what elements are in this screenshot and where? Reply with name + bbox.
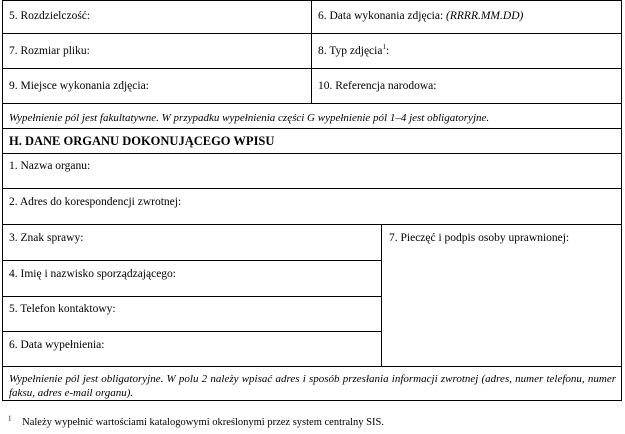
field-photo-type-label: 8. Typ zdjęcia <box>318 45 383 57</box>
section-h-heading: H. DANE ORGANU DOKONUJĄCEGO WPISU <box>9 134 275 148</box>
section-g-note: Wypełnienie pól jest fakultatywne. W przypadku wypełnienia części G wypełnienie pól 1–4 jest obligatoryjne. <box>9 112 490 124</box>
field-file-size: 7. Rozmiar pliku: <box>9 45 90 57</box>
border-right <box>621 0 622 400</box>
rule <box>2 331 382 332</box>
field-fill-date: 6. Data wypełnienia: <box>9 339 105 351</box>
field-authority-name: 1. Nazwa organu: <box>9 160 91 172</box>
column-divider <box>381 224 382 367</box>
rule <box>2 366 622 367</box>
rule <box>2 260 382 261</box>
field-photo-place: 9. Miejsce wykonania zdjęcia: <box>9 80 149 92</box>
rule <box>2 224 622 225</box>
footnote-mark: 1 <box>8 414 12 423</box>
rule <box>2 153 622 154</box>
field-national-reference: 10. Referencja narodowa: <box>318 80 437 92</box>
field-photo-type-colon: : <box>385 45 390 57</box>
rule <box>2 400 622 401</box>
rule <box>2 188 622 189</box>
rule <box>2 68 622 69</box>
footnote-text: Należy wypełnić wartościami katalogowymi określonymi przez system centralny SIS. <box>22 417 384 428</box>
field-contact-phone: 5. Telefon kontaktowy: <box>9 303 116 315</box>
rule <box>2 33 622 34</box>
border-left <box>2 0 3 400</box>
rule <box>2 128 622 129</box>
field-preparer-name: 4. Imię i nazwisko sporządzającego: <box>9 268 177 280</box>
rule <box>2 296 382 297</box>
field-photo-type <box>318 44 389 58</box>
field-photo-date-label: 6. Data wykonania zdjęcia: <box>318 10 444 22</box>
column-divider <box>311 0 312 104</box>
field-stamp-signature: 7. Pieczęć i podpis osoby uprawnionej: <box>389 232 570 244</box>
field-photo-date-format: (RRRR.MM.DD) <box>446 10 524 22</box>
footnote-ref: 1 <box>382 43 386 52</box>
rule <box>2 103 622 104</box>
rule <box>2 0 622 1</box>
section-h-note: Wypełnienie pól jest obligatoryjne. W polu 2 należy wpisać adres i sposób przesłania informacji zwrotnej (adres, numer telefonu, numer faksu, adres e-mail organu). <box>9 373 616 399</box>
field-return-address: 2. Adres do korespondencji zwrotnej: <box>9 196 182 208</box>
field-resolution: 5. Rozdzielczość: <box>9 10 91 22</box>
field-photo-date <box>318 9 523 23</box>
field-case-number: 3. Znak sprawy: <box>9 232 84 244</box>
footnote <box>8 416 384 429</box>
